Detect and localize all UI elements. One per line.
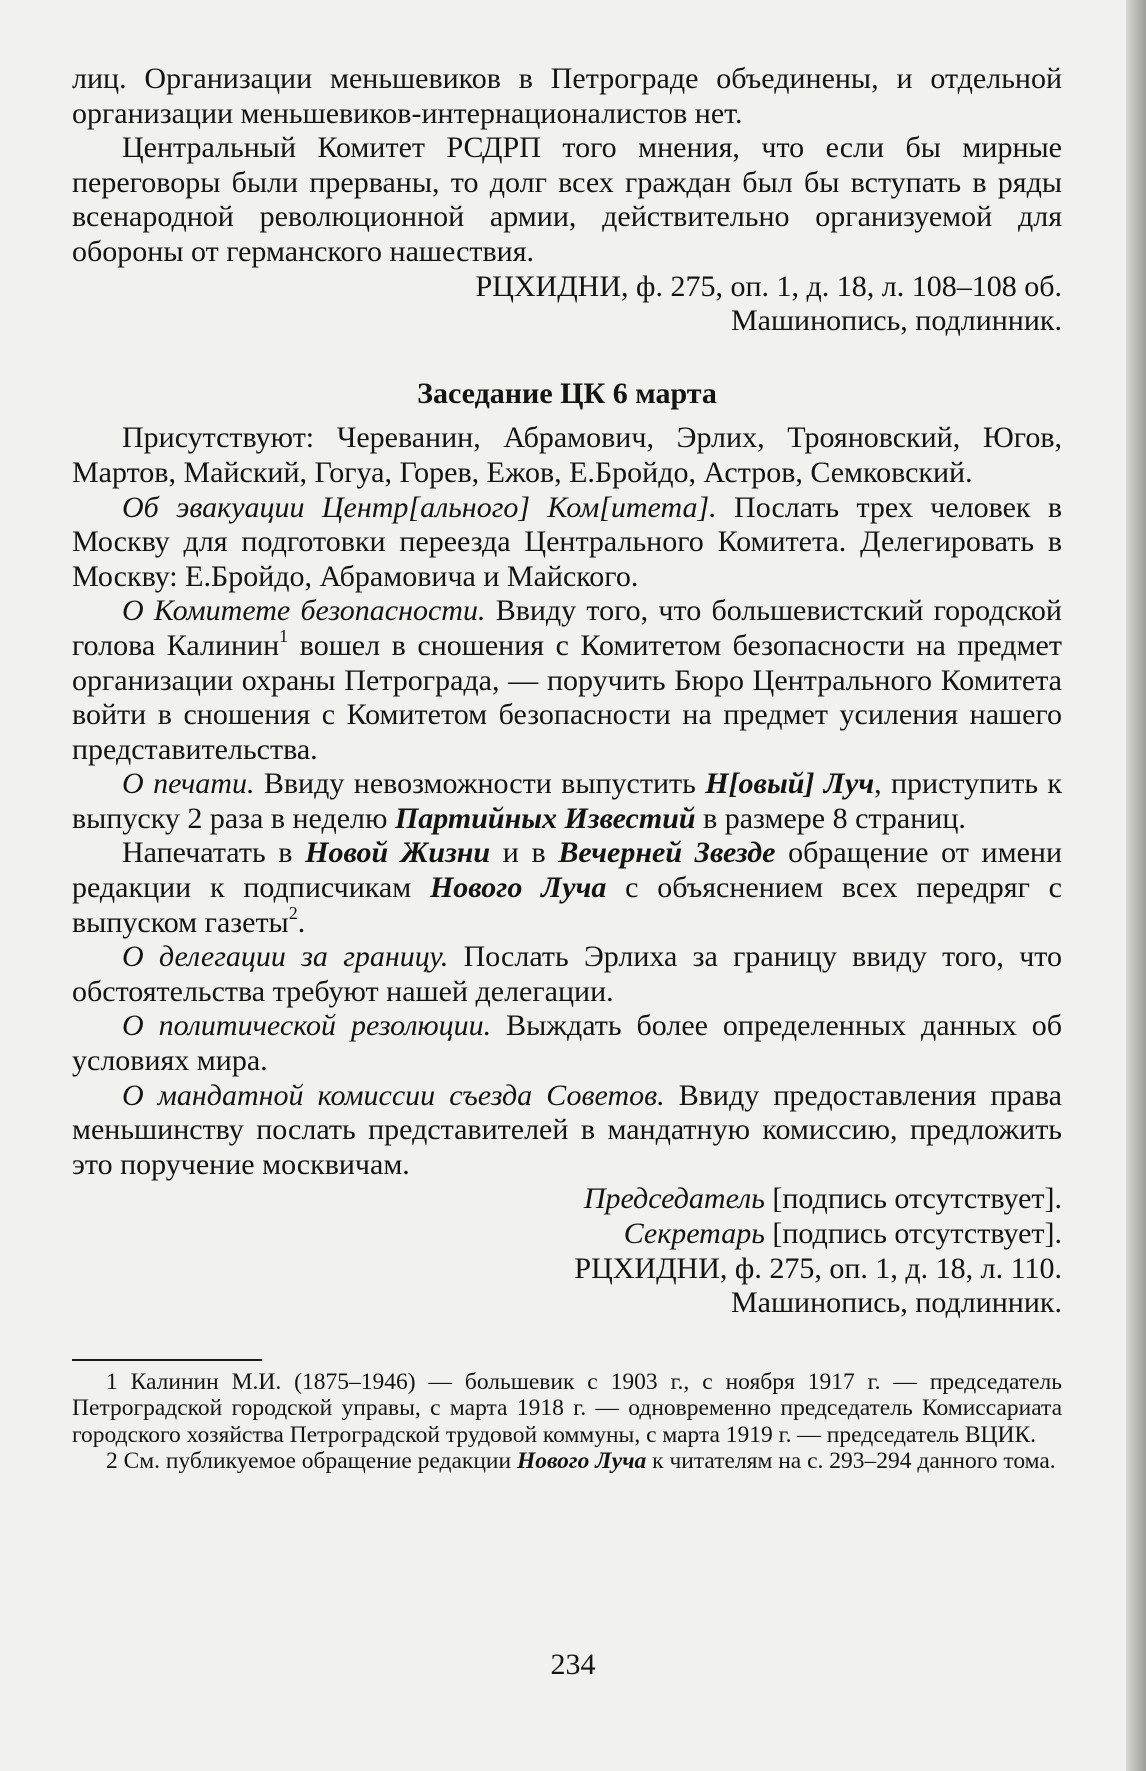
item-safety-committee [72, 594, 1062, 767]
item-text: и в [490, 836, 559, 870]
item-delegation [72, 940, 1062, 1009]
paragraph-continued: лиц. Организации меньшевиков в Петрограде объединены, и отдельной организации меньшевиков-интернационалистов нет. [72, 62, 1062, 130]
secretary-signature-line [72, 1217, 1062, 1252]
section-heading: Заседание ЦК 6 марта [417, 376, 717, 410]
newspaper-title: Нового Луча [516, 1448, 647, 1475]
footnote-marker: 2 [288, 902, 298, 923]
archive-reference-2: РЦХИДНИ, ф. 275, оп. 1, д. 18, л. 110. [574, 1251, 1062, 1285]
item-text: вошел в сношения с Комитетом безопасности на предмет организации охраны Петрограда, — поручить Бюро Центрального Комитета войти в сношения с Комитетом безопасности на предмет усиления нашего представительства. [72, 628, 1062, 766]
footnote-marker: 1 [279, 625, 289, 646]
item-text: Ввиду невозможности выпустить [254, 767, 706, 801]
item-text: Напечатать в [122, 836, 306, 870]
item-evacuation [72, 491, 1062, 595]
item-title: О политической резолюции. [122, 1009, 492, 1043]
footnote-number: 1 [106, 1368, 118, 1395]
main-text [72, 62, 1062, 1321]
document-type-2: Машинопись, подлинник. [730, 1286, 1062, 1320]
item-title: О делегации за границу. [122, 940, 449, 974]
archive-reference-1: РЦХИДНИ, ф. 275, оп. 1, д. 18, л. 108–108 об. [475, 269, 1062, 303]
footnote-text: См. публикуемое обращение редакции [117, 1448, 517, 1475]
newspaper-title: Новой Жизни [305, 836, 491, 870]
book-page [72, 62, 1062, 1475]
signature-label: Председатель [583, 1182, 765, 1216]
footnotes [72, 1359, 1062, 1475]
footnote-number: 2 [106, 1448, 118, 1475]
item-text: , приступить к выпуску 2 раза в неделю [72, 767, 1062, 835]
item-text: Ввиду предоставления права меньшинству послать представителей в мандатную комиссию, предложить это поручение москвичам. [72, 1078, 1062, 1181]
item-mandate-commission [72, 1079, 1062, 1183]
scan-page-edge [1126, 0, 1146, 1771]
newspaper-title: Нового Луча [429, 871, 607, 905]
item-text: Послать трех человек в Москву для подготовки переезда Центрального Комитета. Делегировать в Москву: Е.Бройдо, Абрамовича и Майского. [72, 490, 1062, 593]
item-title: О мандатной комиссии съезда Советов. [122, 1078, 665, 1112]
footnote-1 [72, 1369, 1062, 1449]
item-press [72, 767, 1062, 836]
signature-label: Секретарь [623, 1217, 765, 1250]
newspaper-title: Н[овый] Луч [705, 767, 875, 801]
item-text: . [297, 905, 306, 939]
signature-note: [подпись отсутствует]. [764, 1217, 1062, 1250]
paragraph-ck-opinion: Центральный Комитет РСДРП того мнения, что если бы мирные переговоры были прерваны, то долг всех граждан был бы вступать в ряды всенародной революционной армии, действительно организуемой для обороны от германского нашествия. [72, 131, 1062, 268]
attendees-paragraph: Присутствуют: Череванин, Абрамович, Эрлих, Трояновский, Югов, Мартов, Майский, Гогуа, Горев, Ежов, Е.Бройдо, Астров, Семковский. [72, 421, 1062, 489]
item-text: в размере 8 страниц. [695, 801, 966, 835]
item-title: Об эвакуации Центр[ального] Ком[итета]. [122, 490, 717, 524]
item-text: Ввиду того, что большевистский городской голова Калинин [72, 594, 1062, 662]
document-type-1: Машинопись, подлинник. [730, 304, 1062, 338]
item-resolution [72, 1009, 1062, 1078]
footnote-text: к читателям на с. 293–294 данного тома. [646, 1448, 1056, 1475]
newspaper-title: Вечерней Звезде [558, 836, 776, 870]
item-text: Выждать более определенных данных об условиях мира. [72, 1009, 1063, 1078]
item-title: О Комитете безопасности. [122, 594, 486, 628]
item-text: Послать Эрлиха за границу ввиду того, что обстоятельства требуют нашей делегации. [72, 940, 1062, 1008]
chairman-signature-line [72, 1182, 1062, 1217]
item-text: с объяснением всех передряг с выпуском газеты [72, 871, 1062, 939]
page-number: 234 [550, 1648, 596, 1681]
footnote-2 [72, 1448, 1062, 1475]
footnote-divider [72, 1359, 262, 1361]
newspaper-title: Партийных Известий [394, 801, 696, 835]
item-text: обращение от имени редакции к подписчикам [72, 836, 1063, 905]
item-print-appeal [72, 836, 1062, 940]
footnote-text: Калинин М.И. (1875–1946) — большевик с 1903 г., с ноября 1917 г. — председатель Петроградской городской управы, с марта 1918 г. — одновременно председатель Комиссариата городского хозяйства Петроградской трудовой коммуны, с марта 1919 г. — председатель ВЦИК. [72, 1368, 1062, 1448]
signature-note: [подпись отсутствует]. [764, 1182, 1062, 1216]
item-title: О печати. [122, 767, 255, 801]
